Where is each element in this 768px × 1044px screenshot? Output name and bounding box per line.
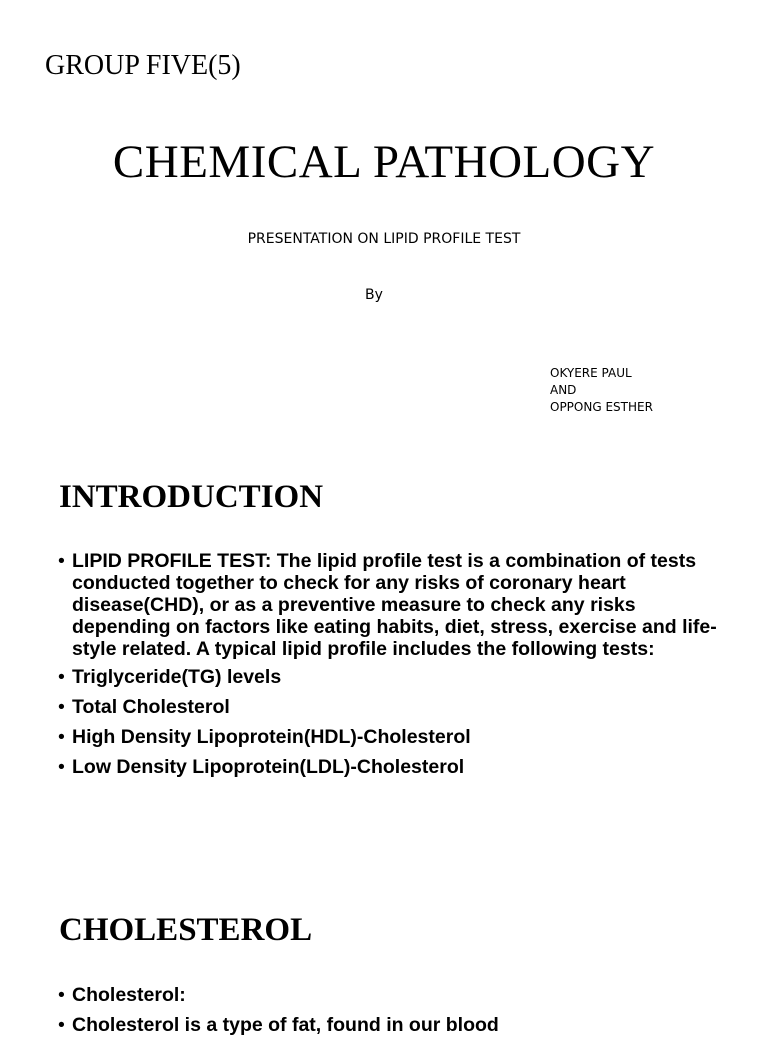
bullet-text: Low Density Lipoprotein(LDL)-Cholesterol — [72, 756, 465, 778]
bullet-icon: • — [58, 726, 65, 748]
cholesterol-bullet-list — [58, 984, 718, 1044]
bullet-text: Total Cholesterol — [72, 696, 230, 718]
presentation-title: CHEMICAL PATHOLOGY — [112, 136, 656, 188]
bullet-icon: • — [58, 550, 65, 572]
author-1: OKYERE PAUL — [550, 366, 632, 380]
authors-conjunction: AND — [550, 383, 577, 397]
bullet-text: LIPID PROFILE TEST: The lipid profile test is a combination of tests conducted together to check for any risks of coronary heart disease(CHD), or as a preventive measure to check any risks depending on factors like eating habits, diet, stress, exercise and life-style related. A typical lipid profile includes the following tests: — [72, 550, 717, 660]
list-item — [58, 756, 718, 778]
cholesterol-slide — [0, 880, 768, 1036]
bullet-icon: • — [58, 666, 65, 688]
bullet-text: Cholesterol is a type of fat, found in our blood — [72, 1014, 499, 1036]
group-label: GROUP FIVE(5) — [45, 50, 241, 81]
presentation-subtitle: PRESENTATION ON LIPID PROFILE TEST — [247, 231, 521, 247]
authors-block — [550, 365, 653, 416]
list-item — [58, 696, 718, 718]
bullet-text: High Density Lipoprotein(HDL)-Cholesterol — [72, 726, 471, 748]
introduction-slide — [0, 440, 768, 880]
bullet-icon: • — [58, 1014, 65, 1036]
list-item — [58, 1014, 718, 1036]
author-2: OPPONG ESTHER — [550, 400, 653, 414]
cholesterol-heading: CHOLESTEROL — [59, 912, 313, 948]
introduction-heading: INTRODUCTION — [59, 479, 324, 515]
bullet-icon: • — [58, 696, 65, 718]
bullet-text: Cholesterol: — [72, 984, 186, 1006]
list-item — [58, 666, 718, 688]
bullet-text: Triglyceride(TG) levels — [72, 666, 282, 688]
list-item — [58, 726, 718, 748]
introduction-bullet-list — [58, 550, 718, 786]
by-label: By — [365, 287, 383, 303]
title-slide — [0, 0, 768, 440]
bullet-icon: • — [58, 984, 65, 1006]
bullet-icon: • — [58, 756, 65, 778]
list-item — [58, 550, 718, 660]
list-item — [58, 984, 718, 1006]
